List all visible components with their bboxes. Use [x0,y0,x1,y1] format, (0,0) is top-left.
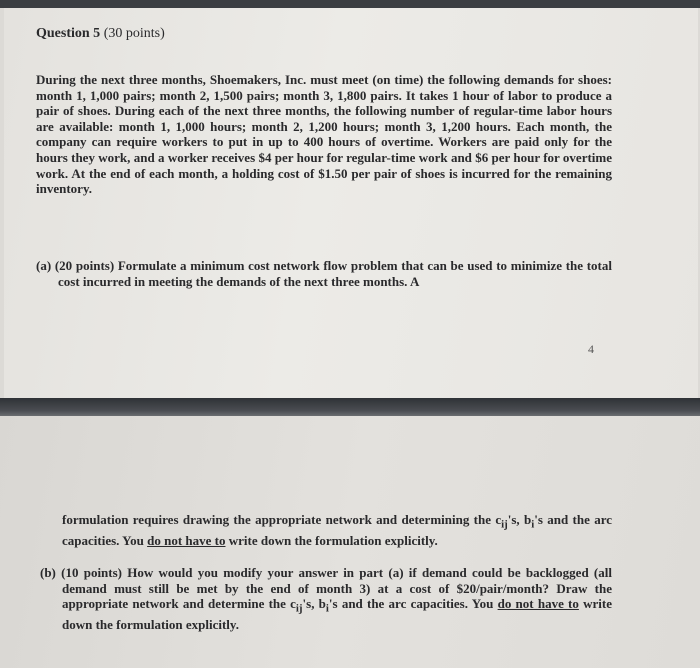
part-a-start: (a) (20 points) Formulate a minimum cost network flow problem that can be used to minimize the total cost incurred in meeting the demands of the next three months. A [36,258,612,289]
problem-intro: During the next three months, Shoemakers, Inc. must meet (on time) the following demands for shoes: month 1, 1,000 pairs; month 2, 1,500 pairs; month 3, 1,800 pairs. It takes 1 hour of labor to produce a pair of shoes. During each of the next three months, the following number of regular-time labor hours are available: month 1, 1,000 hours; month 2, 1,200 hours; month 3, 1,200 hours. Each month, the company can require workers to put in up to 400 hours of overtime. Workers are paid only for the hours they work, and a worker receives $4 per hour for regular-time work and $6 per hour for overtime work. At the end of each month, a holding cost of $1.50 per pair of shoes is incurred for the remaining inventory. [36,72,612,197]
underlined-phrase-b: do not have to [497,596,579,612]
part-b-2: 's, b [302,596,326,612]
part-a-cont-3: 's and the arc capacities. You [62,512,612,549]
underlined-phrase: do not have to [147,533,226,549]
page-number: 4 [588,342,594,356]
page-separator-band [0,398,700,416]
subscript-i-b: i [325,602,329,615]
part-b-3: 's and the arc capacities. You [328,596,498,612]
part-a-continued [62,512,612,549]
subscript-ij-b: ij [295,602,303,615]
subscript-i: i [531,518,535,531]
part-a-cont-1: formulation requires drawing the appropriate network and determining the c [62,512,502,527]
question-points: (30 points) [103,26,165,41]
part-a-cont-2: 's, b [507,512,532,527]
page-upper [4,8,698,398]
part-b-4: write down the formulation explicitly. [62,596,612,633]
part-b-text [40,565,612,633]
part-a-cont-4: write down the formulation explicitly. [225,533,438,549]
question-title [36,26,165,42]
part-b-1: (b) (10 points) How would you modify your answer in part (a) if demand could be backlogged (all demand must still be met by the end of month 3) at a cost of $20/pair/month? Draw the appropriate network and determine the c [40,565,612,612]
question-number: Question 5 [36,26,101,41]
part-a-text [36,258,612,289]
subscript-ij: ij [501,518,508,531]
part-b-body [40,565,612,633]
top-dark-edge [0,0,700,8]
